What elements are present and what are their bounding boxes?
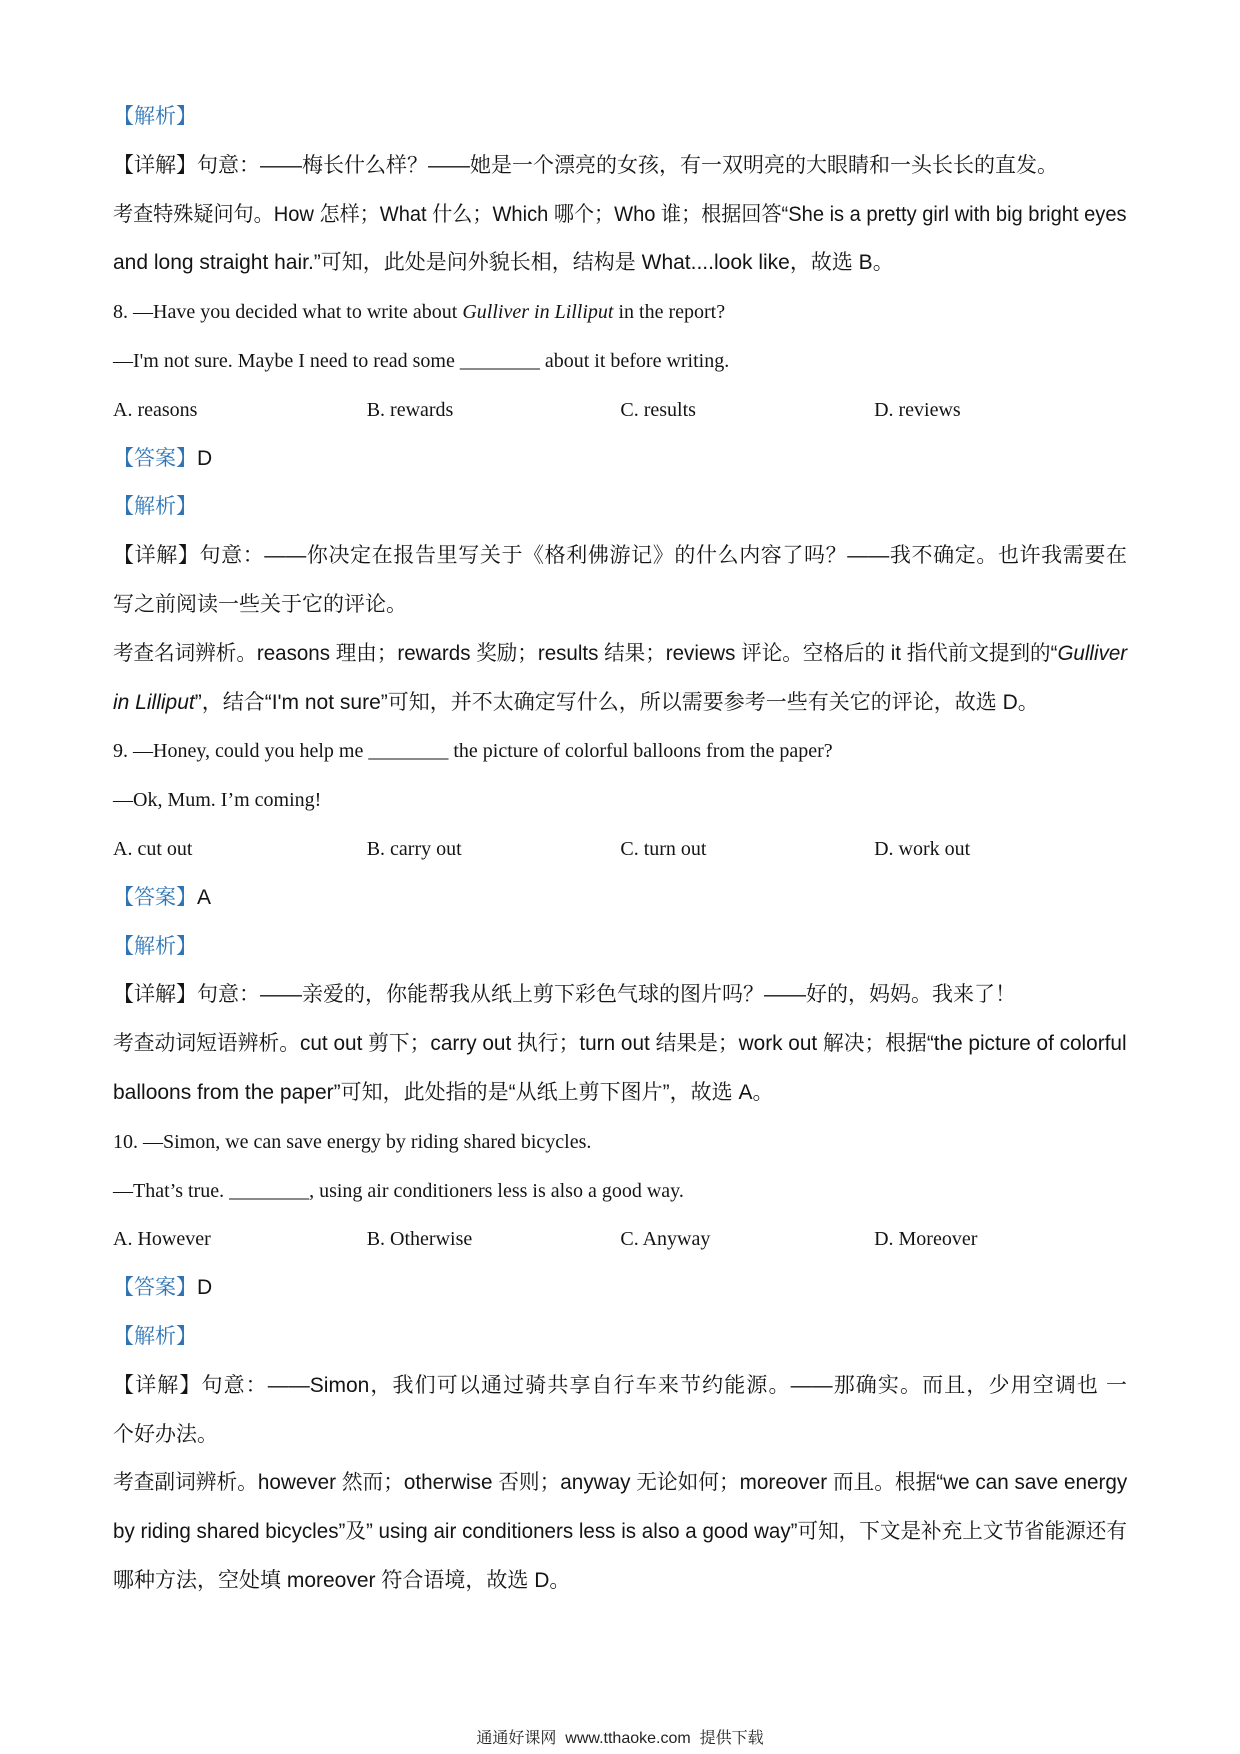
option-b: B. carry out [366,837,462,860]
page-content [113,93,1127,1606]
q9-analysis-heading [113,923,1127,972]
q9-question-stem: 9. —Honey, could you help me ________ the picture of colorful balloons from the paper? [113,740,833,763]
q8-question-stem [113,288,1127,337]
page-footer: 通通好课网 www.tthaoke.com 提供下载 [476,1730,764,1747]
q9-explain-line: balloons from the paper”可知，此处指的是“从纸上剪下图片”，故选 A。 [113,1080,774,1104]
book-title: Gulliver [1057,641,1128,665]
option-c: C. Anyway [620,1228,711,1251]
book-title: in Lilliput [113,690,195,714]
q8-explain-line [113,679,1127,728]
q9-question-reply: —Ok, Mum. I’m coming! [113,789,322,812]
q10-question-reply: —That’s true. ________, using air conditioners less is also a good way. [113,1179,684,1202]
answer-label: 【答案】 [113,1276,197,1300]
detail-text: 句意：——梅长什么样？——她是一个漂亮的女孩，有一双明亮的大眼睛和一头长长的直发。 [197,153,1058,177]
q9-explain-line: 考查动词短语辨析。cut out 剪下；carry out 执行；turn out 结果是；work out 解决；根据“the picture of colorful [113,1032,1127,1056]
q10-detail-line [113,1362,1127,1411]
stem-text: 8. —Have you decided what to write about [113,301,463,324]
book-title: Gulliver in Lilliput [462,301,614,324]
analysis-label: 【解析】 [113,1324,197,1348]
detail-label: 【详解】 [113,153,197,177]
q10-answer [113,1264,1127,1313]
q8-options [113,386,1127,435]
analysis-label: 【解析】 [113,934,197,958]
analysis-label: 【解析】 [113,105,197,128]
q10-explain-line: 哪种方法，空处填 moreover 符合语境，故选 D。 [113,1568,571,1592]
q7-explain-line: 考查特殊疑问句。How 怎样；What 什么；Which 哪个；Who 谁；根据回答“She is a pretty girl with big bright eyes [113,202,1127,226]
answer-label: 【答案】 [113,446,197,470]
detail-text: 句意：——Simon，我们可以通过骑共享自行车来节约能源。——那确实。而且，少用空调也 一 [201,1373,1127,1397]
q10-analysis-heading [113,1313,1127,1362]
answer-label: 【答案】 [113,885,197,909]
option-d: D. work out [874,837,971,860]
q7-explain-line: and long straight hair.”可知，此处是问外貌长相，结构是 What....look like，故选 B。 [113,251,894,275]
explain-text: ”，结合“I'm not sure”可知，并不太确定写什么，所以需要参考一些有关它的评论，故选 D。 [194,690,1039,714]
q8-question-reply: —I'm not sure. Maybe I need to read some ________ about it before writing. [113,349,730,372]
option-d: D. reviews [874,398,961,421]
q7-analysis-heading [113,93,1127,142]
detail-label: 【详解】 [113,1373,202,1397]
detail-text: 句意：——亲爱的，你能帮我从纸上剪下彩色气球的图片吗？——好的，妈妈。我来了！ [197,983,1016,1007]
q8-answer [113,435,1127,484]
detail-label: 【详解】 [113,983,197,1007]
option-b: B. rewards [366,398,454,421]
q9-answer [113,874,1127,923]
option-d: D. Moreover [874,1228,978,1251]
q10-detail-line: 个好办法。 [113,1422,218,1446]
detail-label: 【详解】 [113,544,200,568]
answer-value: A [197,885,212,909]
q7-detail-line [113,142,1127,191]
q10-question-stem: 10. —Simon, we can save energy by riding shared bicycles. [113,1130,592,1153]
q10-options [113,1215,1127,1264]
q10-explain-line: by riding shared bicycles”及” using air conditioners less is also a good way”可知，下文是补充上文节省能源还有 [113,1520,1127,1544]
detail-text: 句意：——你决定在报告里写关于《格利佛游记》的什么内容了吗？——我不确定。也许我需要在 [199,544,1128,568]
q10-explain-line: 考查副词辨析。however 然而；otherwise 否则；anyway 无论如何；moreover 而且。根据“we can save energy [113,1471,1128,1495]
explain-text: 考查名词辨析。reasons 理由；rewards 奖励；results 结果；reviews 评论。空格后的 it 指代前文提到的“ [113,641,1058,665]
q9-detail-line [113,971,1127,1020]
q8-detail-line: 写之前阅读一些关于它的评论。 [113,592,407,616]
option-a: A. reasons [113,398,198,421]
q8-detail-line [113,532,1127,581]
answer-value: D [197,446,213,470]
q8-explain-line [113,630,1128,679]
option-a: A. However [113,1228,211,1251]
stem-text: in the report? [613,301,726,324]
option-c: C. results [620,398,696,421]
option-b: B. Otherwise [366,1228,473,1251]
option-a: A. cut out [113,837,193,860]
answer-value: D [197,1276,213,1300]
option-c: C. turn out [620,837,707,860]
q9-options [113,825,1127,874]
q8-analysis-heading [113,483,1127,532]
analysis-label: 【解析】 [113,495,197,519]
